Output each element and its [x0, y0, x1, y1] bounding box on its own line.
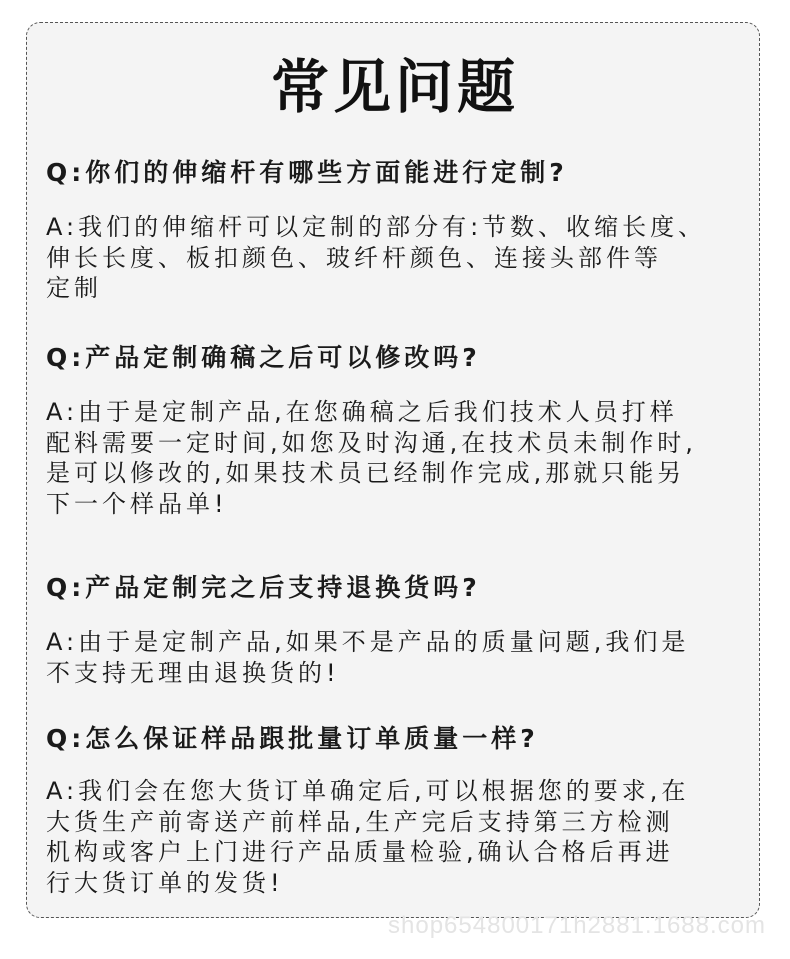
faq-item-1	[46, 156, 766, 304]
answer-2-line-4: 下一个样品单!	[46, 489, 228, 518]
answer-2-line-3: 是可以修改的,如果技术员已经制作完成,那就只能另	[46, 459, 686, 487]
question-3: Q:产品定制完之后支持退换货吗?	[46, 573, 481, 602]
answer-4-line-2: 大货生产前寄送产前样品,生产完后支持第三方检测	[46, 807, 674, 836]
answer-2-line-1: A:由于是定制产品,在您确稿之后我们技术人员打样	[46, 398, 678, 426]
question-2: Q:产品定制确稿之后可以修改吗?	[46, 343, 481, 372]
answer-2	[46, 397, 766, 519]
answer-4	[46, 776, 766, 898]
faq-item-3	[46, 571, 766, 688]
question-1: Q:你们的伸缩杆有哪些方面能进行定制?	[46, 158, 568, 187]
answer-3	[46, 627, 766, 688]
answer-1-line-2: 伸长长度、板扣颜色、玻纤杆颜色、连接头部件等	[46, 243, 662, 272]
answer-1-line-1: A:我们的伸缩杆可以定制的部分有:节数、收缩长度、	[46, 213, 707, 241]
watermark: shop654800171h2881.1688.com	[388, 912, 766, 939]
answer-4-line-1: A:我们会在您大货订单确定后,可以根据您的要求,在	[46, 777, 690, 805]
answer-1	[46, 212, 766, 304]
faq-item-4	[46, 722, 766, 898]
answer-3-line-2: 不支持无理由退换货的!	[46, 658, 340, 687]
faq-item-2	[46, 341, 766, 519]
question-4: Q:怎么保证样品跟批量订单质量一样?	[46, 724, 539, 753]
answer-3-line-1: A:由于是定制产品,如果不是产品的质量问题,我们是	[46, 628, 690, 656]
answer-1-line-3: 定制	[46, 274, 102, 302]
answer-2-line-2: 配料需要一定时间,如您及时沟通,在技术员未制作时,	[46, 428, 697, 457]
answer-4-line-3: 机构或客户上门进行产品质量检验,确认合格后再进	[46, 838, 674, 866]
answer-4-line-4: 行大货订单的发货!	[46, 868, 284, 897]
page-title: 常见问题	[270, 53, 519, 121]
